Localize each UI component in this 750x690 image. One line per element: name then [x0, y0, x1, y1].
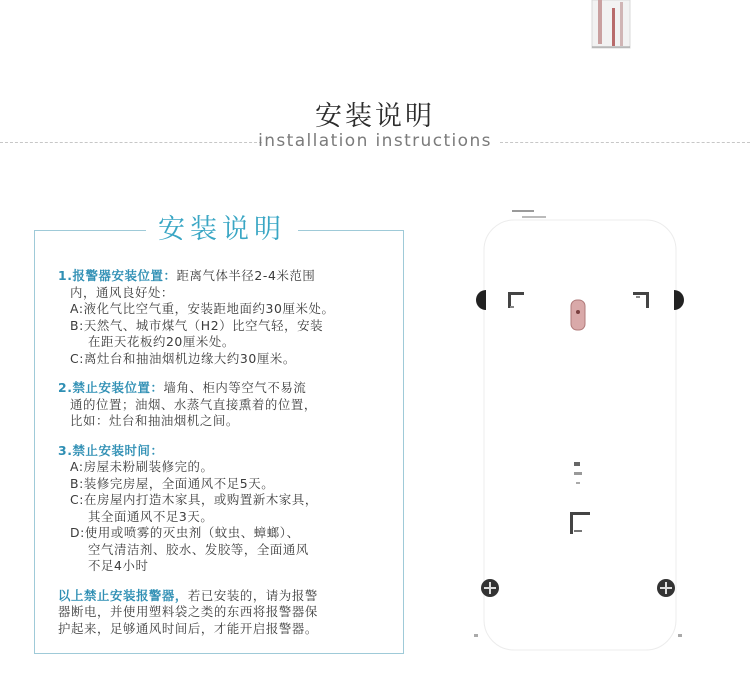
panel-title: 安装说明: [146, 207, 298, 246]
section-text: C:在房屋内打造木家具，或购置新木家具，: [70, 492, 318, 507]
warning-text: 若已安装的，请为报警: [187, 587, 318, 603]
section-text: D:使用或喷雾的灭虫剂（蚊虫、蟑螂）、: [70, 525, 300, 540]
section-text: B:装修完房屋，全面通风不足5天。: [70, 475, 275, 491]
section-install-location: [58, 268, 388, 367]
section-text: 其全面通风不足3天。: [88, 508, 214, 524]
section-text: 在距天花板约20厘米处。: [88, 334, 235, 349]
device-fragment-image: [590, 0, 632, 52]
section-text: 墙角、柜内等空气不易流: [163, 380, 307, 395]
section-text: 比如：灶台和抽油烟机之间。: [70, 413, 239, 428]
section-warning: [58, 588, 388, 638]
section-text: B:天然气、城市煤气（H2）比空气轻，安装: [70, 317, 324, 333]
section-text: 距离气体半径2-4米范围: [176, 268, 316, 283]
warning-text: 器断电，并使用塑料袋之类的东西将报警器保: [58, 604, 318, 619]
section-forbidden-location: [58, 380, 388, 430]
warning-text: 护起来，足够通风时间后，才能开启报警器。: [58, 620, 318, 636]
section-forbidden-time: [58, 443, 388, 575]
section-heading: 3.禁止安装时间：: [58, 442, 164, 458]
instruction-content: [58, 268, 388, 650]
alarm-mounting-plate-image: [470, 190, 690, 660]
section-text: 通的位置；油烟、水蒸气直接熏着的位置，: [70, 396, 317, 412]
section-text: 不足4小时: [88, 558, 149, 573]
section-heading: 2.禁止安装位置：: [58, 380, 164, 395]
section-text: A:液化气比空气重，安装距地面约30厘米处。: [70, 301, 335, 316]
page-subtitle: installation instructions: [258, 131, 492, 151]
section-heading: 1.报警器安装位置：: [58, 268, 177, 283]
page-title: 安装说明: [315, 101, 435, 132]
section-text: 内，通风良好处：: [70, 284, 174, 300]
warning-heading: 以上禁止安装报警器，: [58, 587, 188, 603]
section-text: 空气清洁剂、胶水、发胶等，全面通风: [88, 541, 309, 557]
section-text: C:离灶台和抽油烟机边缘大约30厘米。: [70, 350, 296, 366]
section-text: A:房屋未粉刷装修完的。: [70, 459, 214, 474]
